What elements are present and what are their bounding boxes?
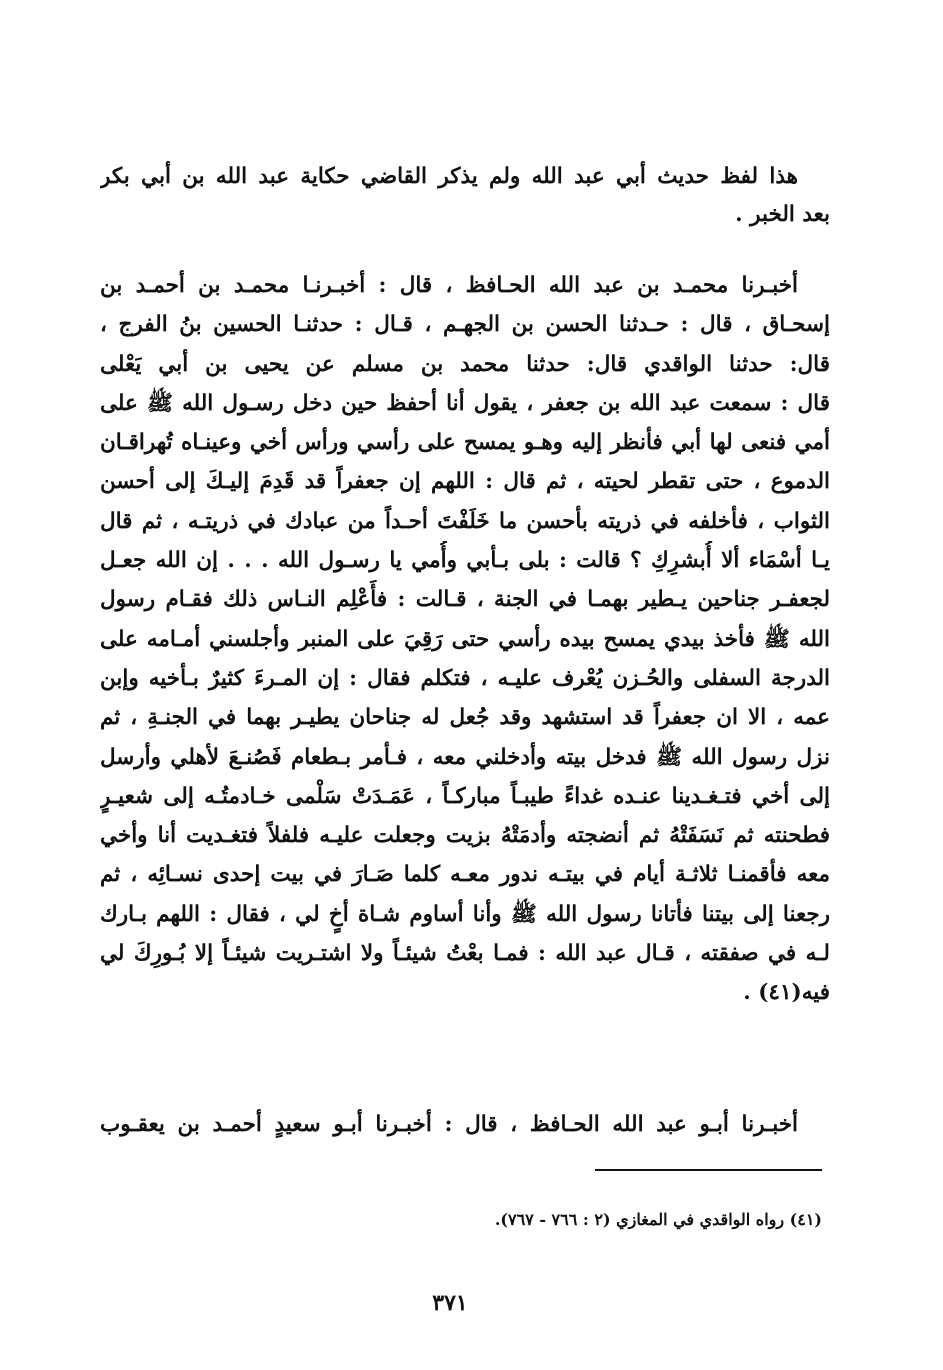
text-line: يـا أسْمَاء ألا أُبشرِكِ ؟ قالت : بلى بـأبي وأُمي يا رسـول الله . . . إن الله جعـل	[100, 548, 830, 574]
footnote: (٤١) رواه الواقدي في المغازي (٢ : ٧٦٦ - ٧٦٧).	[494, 1210, 822, 1229]
text-line: هذا لفظ حديث أبي عبد الله ولم يذكر القاضي حكاية عبد الله بن أبي بكر	[100, 164, 798, 189]
text-line: لـه في صفقته ، قـال عبد الله : فمـا بعْتُ شيئـاً ولا اشتـريت شيئـاً إلا بُـورِكَ لي	[100, 941, 830, 967]
text-line: الثواب ، فأخلفه في ذريته بأحسن ما خَلَفْتَ أحـداً من عبادك في ذريتـه ، ثم قال	[100, 508, 830, 534]
text-line: فيه(٤١) .	[743, 980, 830, 1006]
text-line: نزل رسول الله ﷺ فدخل بيته وأدخلني معه ، فـأمر بـطعام فَصُنـعَ لأهلي وأرسل	[100, 744, 830, 770]
text-line: الله ﷺ فأخذ بيدي يمسح بيده رأسي حتى رَقِيَ على المنبر وأجلسني أمـامه على	[100, 626, 830, 652]
text-line: رجعنا إلى بيتنا فأتانا رسول الله ﷺ وأنا أساوم شـاة أخٍ لي ، فقال : اللهم بـارك	[100, 901, 830, 927]
text-line: الدرجة السفلى والحُـزن يُعْرف عليـه ، فتكلم فقال : إن المـرءَ كثيرٌ بـأخيه وإبن	[100, 665, 830, 691]
text-line: أمي فنعى لها أبي فأنظر إليه وهـو يمسح على رأسي ورأس أخي وعينـاه تُهراقـان	[100, 430, 830, 456]
text-line: عمه ، الا ان جعفراً قد استشهد وقد جُعل له جناحان يطيـر بهما في الجنـةِ ، ثم	[100, 705, 830, 731]
intro-paragraph	[100, 158, 830, 233]
text-line: لجعفـر جناحين يـطير بهمـا في الجنة ، قـالت : فأَعْلِم النـاس ذلك فقـام رسول	[100, 587, 830, 613]
text-line: بعد الخبر .	[735, 201, 830, 227]
text-line: قال : سمعت عبد الله بن جعفر ، يقول أنا أحفظ حين دخل رسـول الله ﷺ على	[100, 390, 830, 416]
text-line: قال: حدثنا الواقدي قال: حدثنا محمد بن مسلم عن يحيى بن أبي يَعْلى	[100, 351, 830, 377]
page-number: ٣٧١	[432, 1290, 468, 1316]
text-line: فطحنته ثم نَسَفَتْهُ ثم أنضجته وأدمَتْهُ بزيت وجعلت عليـه فلفلاً فتغـديت أنا وأخي	[100, 823, 830, 849]
main-paragraph	[100, 266, 830, 1013]
final-paragraph	[100, 1106, 830, 1144]
footnote-divider	[595, 1169, 822, 1171]
text-line: إلى أخي فتـغـدينا عنـده غداءً طيبـاً مباركـاً ، عَمَـدَتْ سَلْمى خـادمتُـه إلى شعيـرٍ	[100, 783, 830, 809]
text-line: أخبـرنا محمـد بن عبد الله الحـافظ ، قال : أخبـرنـا محمـد بن أحمـد بن	[100, 273, 798, 298]
text-line: معه فأقمنـا ثلاثـة أيام في بيتـه ندور معـه كلما صَـارَ في بيت إحدى نسـائِه ، ثم	[100, 862, 830, 888]
text-line: أخبـرنا أبـو عبد الله الحـافظ ، قال : أخبـرنا أبـو سعيدٍ أحمـد بن يعقـوب	[100, 1112, 798, 1137]
text-line: إسحـاق ، قال : حـدثنا الحسن بن الجهـم ، قـال : حدثنـا الحسين بنُ الفرج ،	[100, 312, 830, 338]
text-line: الدموع ، حتى تقطر لحيته ، ثم قال : اللهم إن جعفراً قد قَدِمَ إليـكَ إلى أحسن	[100, 469, 830, 495]
